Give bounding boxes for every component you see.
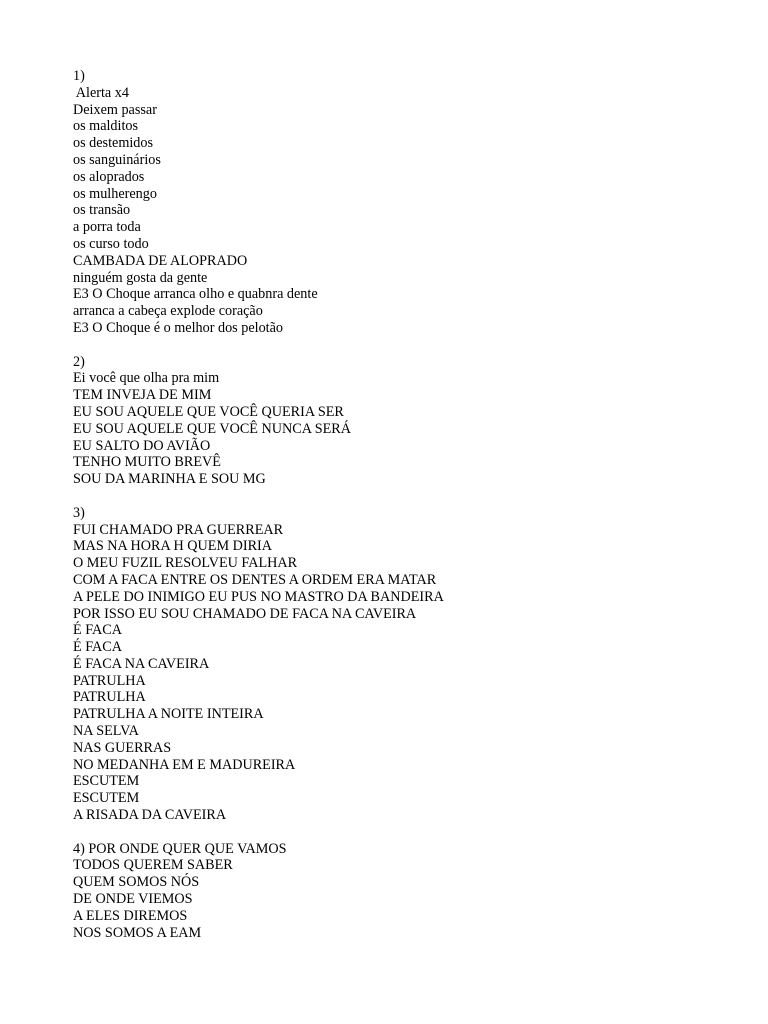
- text-line: Deixem passar: [73, 101, 157, 118]
- text-line: TENHO MUITO BREVÊ: [73, 454, 221, 471]
- text-line: os sanguinários: [73, 151, 161, 168]
- text-line: ESCUTEM: [73, 790, 140, 807]
- text-line: QUEM SOMOS NÓS: [73, 874, 200, 891]
- text-line: É FACA: [73, 639, 123, 656]
- text-line: os transão: [73, 202, 131, 219]
- text-line: TODOS QUEREM SABER: [73, 857, 233, 874]
- text-line: E3 O Choque arranca olho e quabnra dente: [73, 286, 318, 303]
- verse-section: [73, 354, 733, 488]
- text-line: TEM INVEJA DE MIM: [73, 387, 212, 404]
- text-line: 2): [73, 353, 85, 370]
- text-line: 4) POR ONDE QUER QUE VAMOS: [73, 840, 287, 857]
- text-line: É FACA: [73, 622, 123, 639]
- blank-line: [73, 488, 733, 505]
- text-line: DE ONDE VIEMOS: [73, 891, 193, 908]
- text-line: 1): [73, 68, 85, 84]
- text-line: A ELES DIREMOS: [73, 907, 188, 924]
- text-line: A RISADA DA CAVEIRA: [73, 807, 227, 824]
- text-line: PATRULHA: [73, 672, 146, 689]
- text-line: A PELE DO INIMIGO EU PUS NO MASTRO DA BANDEIRA: [73, 588, 444, 605]
- text-line: NOS SOMOS A EAM: [73, 924, 202, 941]
- text-line: PATRULHA A NOITE INTEIRA: [73, 706, 264, 723]
- text-line: a porra toda: [73, 219, 141, 236]
- text-line: PATRULHA: [73, 689, 146, 706]
- text-line: EU SOU AQUELE QUE VOCÊ NUNCA SERÁ: [73, 420, 351, 437]
- text-line: CAMBADA DE ALOPRADO: [73, 252, 248, 269]
- text-line: os mulherengo: [73, 185, 157, 202]
- text-line: FUI CHAMADO PRA GUERREAR: [73, 521, 284, 538]
- text-line: EU SALTO DO AVIÃO: [73, 437, 211, 454]
- verse-section: [73, 68, 733, 337]
- text-line: É FACA NA CAVEIRA: [73, 655, 210, 672]
- text-line: MAS NA HORA H QUEM DIRIA: [73, 538, 273, 555]
- verse-section: [73, 505, 733, 824]
- text-line: os aloprados: [73, 168, 145, 185]
- text-line: NAS GUERRAS: [73, 739, 172, 756]
- text-line: NA SELVA: [73, 723, 139, 740]
- text-line: 3): [73, 504, 85, 521]
- blank-line: [73, 337, 733, 354]
- text-line: ESCUTEM: [73, 773, 140, 790]
- text-line: E3 O Choque é o melhor dos pelotão: [73, 319, 284, 336]
- text-line: O MEU FUZIL RESOLVEU FALHAR: [73, 555, 298, 572]
- verse-section: [73, 841, 733, 942]
- text-line: Alerta x4: [73, 84, 129, 101]
- text-line: Ei você que olha pra mim: [73, 370, 220, 387]
- text-line: os curso todo: [73, 235, 149, 252]
- text-line: arranca a cabeça explode coração: [73, 303, 263, 320]
- text-line: NO MEDANHA EM E MADUREIRA: [73, 756, 296, 773]
- text-line: os destemidos: [73, 135, 153, 152]
- text-line: os malditos: [73, 118, 139, 135]
- document-text: [73, 68, 733, 941]
- text-line: SOU DA MARINHA E SOU MG: [73, 471, 266, 488]
- blank-line: [73, 824, 733, 841]
- text-line: EU SOU AQUELE QUE VOCÊ QUERIA SER: [73, 403, 344, 420]
- text-line: ninguém gosta da gente: [73, 269, 208, 286]
- text-line: COM A FACA ENTRE OS DENTES A ORDEM ERA MATAR: [73, 571, 437, 588]
- text-line: POR ISSO EU SOU CHAMADO DE FACA NA CAVEIRA: [73, 605, 417, 622]
